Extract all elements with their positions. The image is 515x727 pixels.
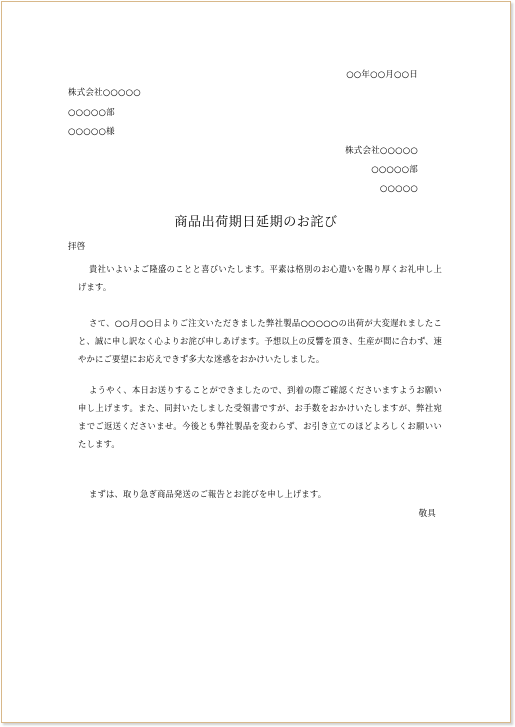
sender-name: ○○○○○ [379,184,418,194]
letter-page [1,1,511,723]
body-paragraph-3: ようやく、本日お送りすることができましたので、到着の際ご確認くださいますようお願い申し上げます。また、同封いたしました受領書ですが、お手数をおかけいたしますが、弊社宛までご返送くださいませ。今後とも弊社製品を変わらず、お引き立てのほどよろしくお願いいたします。 [78,385,442,449]
body-paragraph-4: まずは、取り急ぎ商品発送のご報告とお詫びを申し上げます。 [89,489,327,499]
body-paragraph-1: 貴社いよいよご隆盛のことと喜びいたします。平素は格別のお心遣いを賜り厚くお礼申し上げます。 [78,264,442,292]
closing-phrase: 敬具 [418,509,436,519]
opening-salutation: 拝啓 [68,242,86,252]
sender-company: 株式会社○○○○○ [345,146,418,156]
recipient-company: 株式会社○○○○○ [68,88,141,98]
body-paragraph-2: さて、○○月○○日よりご注文いただきました弊社製品○○○○○の出荷が大変遅れましたこと、誠に申し訳なく心よりお詫び申しあげます。予想以上の反響を頂き、生産が間に合わず、速やかにご要望にお応えできず多大な迷惑をおかけいたしました。 [78,318,442,364]
sender-department: ○○○○○部 [371,165,418,175]
letter-title: 商品出荷期日延期のお詫び [174,215,338,230]
letter-date: ○○年○○月○○日 [346,70,418,80]
recipient-department: ○○○○○部 [68,108,115,118]
recipient-name: ○○○○○様 [68,127,115,137]
